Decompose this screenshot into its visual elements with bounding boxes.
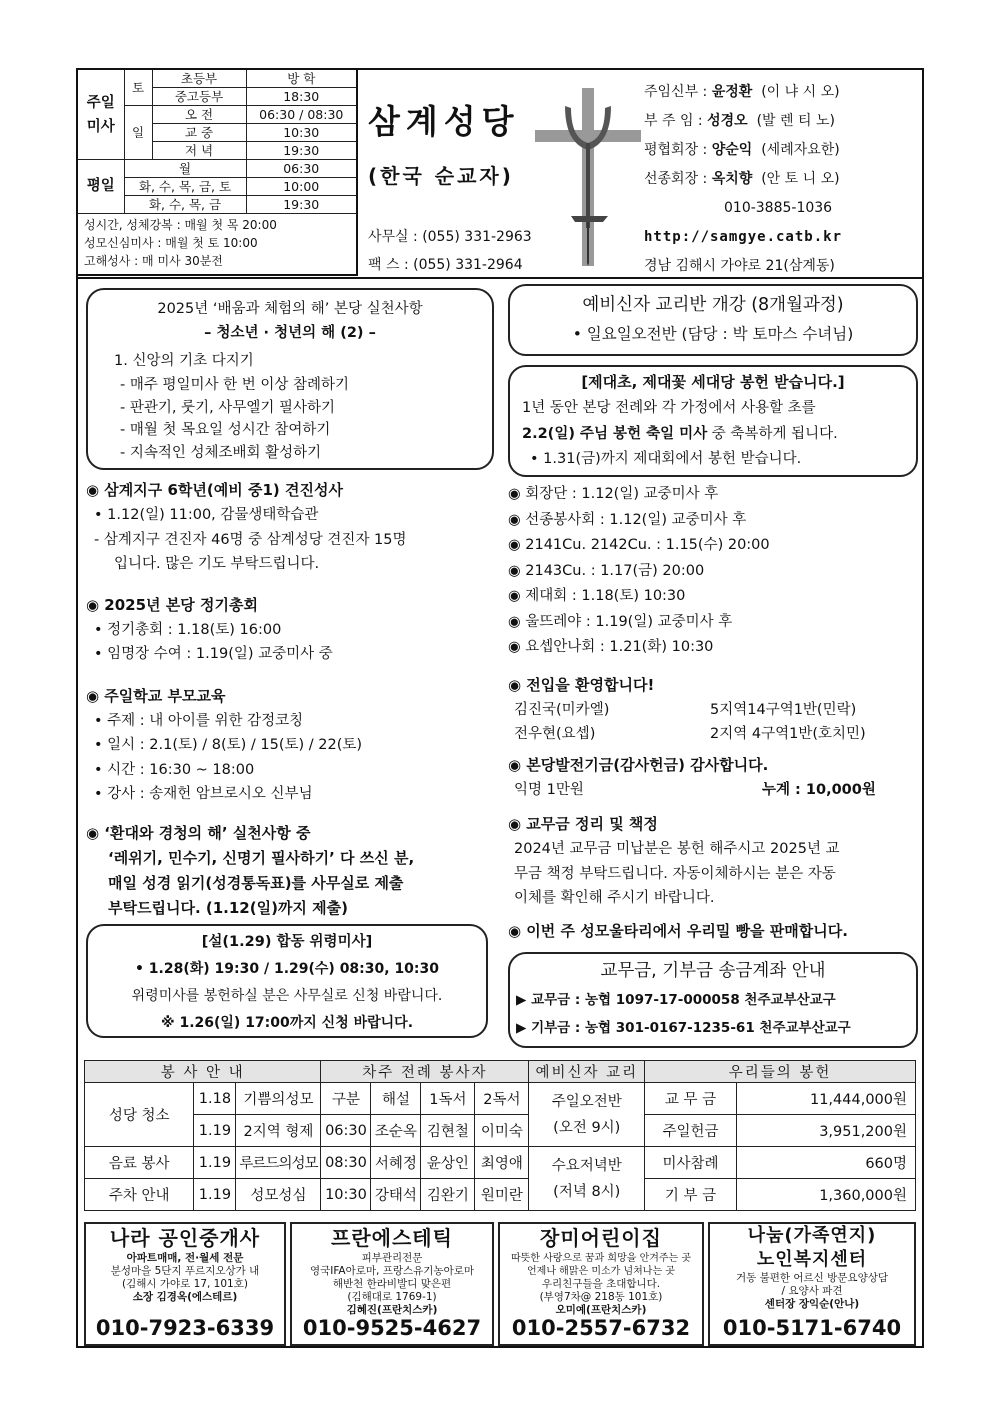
ad-name: 프란에스테틱 (331, 1226, 453, 1250)
meeting-item: ◉ 요셉안나회 : 1.21(화) 10:30 (508, 639, 714, 655)
ad-line: 분성마을 5단지 푸르지오상가 내 (110, 1265, 260, 1277)
bible-copy-line: ‘레위기, 민수기, 신명기 필사하기’ 다 쓰신 분, (108, 848, 415, 867)
ad-line: (부영7차@ 218동 101호) (539, 1291, 663, 1303)
class-time: (저녁 8시) (553, 1183, 621, 1200)
contact-phone: 010-3885-1036 (724, 200, 833, 216)
liturgy-cell: 최영애 (475, 1147, 529, 1179)
parent-education-item: • 주제 : 내 아이를 위한 감정코칭 (94, 712, 304, 729)
general-meeting-line: • 정기총회 : 1.18(토) 16:00 (94, 621, 282, 638)
account-box (508, 952, 918, 1048)
note: 고해성사 : 매 미사 30분전 (84, 254, 223, 268)
parent-education-title: ◉ 주일학교 부모교육 (86, 686, 226, 705)
sunday-mass-label: 주일 미사 (78, 70, 124, 160)
staff-name: 윤정환 (711, 84, 753, 100)
header-offering: 우리들의 봉헌 (645, 1061, 916, 1083)
confirmation-line: 입니다. 많은 기도 부탁드립니다. (114, 556, 320, 572)
staff-row: 부 주 임 : 성경오 (발 렌 티 노) (644, 113, 835, 129)
practice-box (86, 288, 494, 470)
liturgy-cell: 08:30 (321, 1147, 371, 1179)
class-time: (오전 9시) (553, 1119, 621, 1136)
ad-phone: 010-9525-4627 (302, 1316, 482, 1340)
parent-education-item: • 강사 : 송재헌 암브로시오 신부님 (94, 786, 313, 802)
tithe-line: 이체를 확인해 주시기 바랍니다. (514, 890, 715, 906)
offer-value: 11,444,000원 (736, 1083, 915, 1115)
mass-name: 오 전 (152, 106, 246, 124)
offer-value: 1,360,000원 (736, 1179, 915, 1211)
header-divider (78, 277, 922, 279)
practice-subtitle: – 청소년 · 청년의 해 (2) – (204, 325, 376, 341)
mass-time: 06:30 (246, 160, 356, 178)
mass-time: 10:30 (246, 124, 356, 142)
meeting-item: ◉ 2141Cu. 2142Cu. : 1.15(수) 20:00 (508, 537, 770, 553)
account-donation: ▶ 기부금 : 농협 301-0167-1235-61 천주교부산교구 (516, 1020, 851, 1036)
mass-time: 19:30 (246, 142, 356, 160)
memorial-line: ※ 1.26(일) 17:00까지 신청 바랍니다. (160, 1015, 414, 1031)
website-link[interactable]: http://samgye.catb.kr (644, 229, 843, 245)
bible-copy-line: 매일 성경 읽기(성경통독표)를 사무실로 제출 (108, 873, 404, 892)
service-table (84, 1060, 916, 1211)
practice-title: 2025년 ‘배움과 체험의 해’ 본당 실천사항 (157, 301, 423, 317)
ad-name: 나눔(가족연지) 노인복지센터 (747, 1225, 877, 1270)
liturgy-cell: 10:30 (321, 1179, 371, 1211)
staff-baptism: (안 토 니 오) (761, 171, 840, 187)
candle-offering-box (508, 365, 918, 477)
ad-welfare-center (708, 1222, 916, 1346)
staff-role: 평협회장 (644, 142, 699, 158)
weekday-mass-label: 평일 (78, 160, 124, 214)
church-address: 경남 김해시 가야로 21(삼계동) (644, 258, 835, 274)
candle-line3: • 1.31(금)까지 제대회에서 봉헌 받습니다. (530, 451, 802, 467)
mass-name: 월 (124, 160, 246, 178)
sunday-label: 일 (124, 106, 152, 160)
liturgy-head: 2독서 (475, 1083, 529, 1115)
general-meeting-line: • 임명장 수여 : 1.19(일) 교중미사 중 (94, 646, 333, 662)
service-who: 2지역 형제 (236, 1115, 321, 1147)
header-liturgy: 차주 전례 봉사자 (321, 1061, 529, 1083)
mass-time: 19:30 (246, 196, 356, 214)
mass-name: 교 중 (152, 124, 246, 142)
ad-line: 해반천 한라비발디 맞은편 (332, 1278, 452, 1290)
catechumen-title-duration: (8개월과정) (751, 295, 844, 315)
catechumen-title-main: 예비신자 교리반 개강 (582, 295, 746, 315)
ad-phone: 010-2557-6732 (511, 1316, 691, 1340)
meeting-item: ◉ 2143Cu. : 1.17(금) 20:00 (508, 562, 705, 579)
liturgy-cell: 강태석 (371, 1179, 421, 1211)
mass-notes (84, 216, 356, 270)
welcome-area: 5지역14구역1반(민락) (710, 701, 857, 718)
practice-item: - 판관기, 룻기, 사무엘기 필사하기 (120, 399, 335, 416)
staff-name: 옥치향 (711, 171, 753, 187)
mass-time: 10:00 (246, 178, 356, 196)
mass-time: 방 학 (246, 70, 356, 88)
liturgy-cell: 이미숙 (475, 1115, 529, 1147)
ad-realestate (84, 1222, 286, 1346)
ad-line: 오미예(프란치스카) (555, 1304, 647, 1316)
right-column (508, 482, 922, 944)
church-patron: (한국 순교자) (368, 164, 514, 188)
liturgy-head: 구분 (321, 1083, 371, 1115)
tithe-line: 무금 책정 부탁드립니다. 자동이체하시는 분은 자동 (514, 865, 836, 882)
service-label: 음료 봉사 (85, 1147, 194, 1179)
cross-sword-logo (533, 88, 643, 268)
practice-list (88, 374, 492, 464)
class-cell (529, 1083, 645, 1147)
bread-sale: ◉ 이번 주 성모울타리에서 우리밀 빵을 판매합니다. (508, 921, 848, 940)
fax-number: 팩 스 : (055) 331-2964 (368, 257, 523, 273)
left-column (86, 478, 496, 921)
fund-row (508, 778, 922, 803)
meeting-item: ◉ 제대회 : 1.18(토) 10:30 (508, 588, 686, 604)
liturgy-cell: 김완기 (421, 1179, 475, 1211)
staff-role: 선종회장 (644, 171, 699, 187)
staff-name: 양순익 (711, 142, 753, 158)
meeting-item: ◉ 선종봉사회 : 1.12(일) 교중미사 후 (508, 511, 747, 528)
header-service: 봉 사 안 내 (85, 1061, 321, 1083)
tithe-line: 2024년 교무금 미납분은 봉헌 해주시고 2025년 교 (514, 841, 840, 857)
confirmation-line: • 1.12(일) 11:00, 감물생태학습관 (94, 507, 319, 523)
mass-name: 저 녁 (152, 142, 246, 160)
liturgy-cell: 조순옥 (371, 1115, 421, 1147)
ad-line: 영국IFA아로마, 프랑스유기농아로마 (309, 1265, 475, 1277)
mass-time: 06:30 / 08:30 (246, 106, 356, 124)
service-date: 1.19 (194, 1115, 236, 1147)
memorial-title: [설(1.29) 합동 위령미사] (201, 934, 373, 950)
welcome-row (508, 722, 922, 747)
ad-name: 나라 공인중개사 (109, 1226, 261, 1250)
ad-line: 언제나 해맑은 미소가 넘쳐나는 곳 (527, 1266, 675, 1277)
service-who: 기쁨의성모 (236, 1083, 321, 1115)
liturgy-cell: 06:30 (321, 1115, 371, 1147)
practice-heading: 1. 신앙의 기초 다지기 (114, 353, 254, 369)
welcome-name: 전우현(요셉) (514, 726, 596, 742)
catechumen-class: • 일요일오전반 (담당 : 박 토마스 수녀님) (572, 325, 854, 343)
welcome-row (508, 698, 922, 723)
ad-name: 장미어린이집 (540, 1226, 662, 1250)
general-meeting-title: ◉ 2025년 본당 정기총회 (86, 595, 258, 614)
ad-line: 피부관리전문 (361, 1252, 423, 1264)
practice-item: - 매주 평일미사 한 번 이상 참례하기 (120, 377, 349, 393)
service-label: 주차 안내 (85, 1179, 194, 1211)
memorial-line: 위령미사를 봉헌하실 분은 사무실로 신청 바랍니다. (131, 988, 443, 1004)
account-title: 교무금, 기부금 송금계좌 안내 (600, 961, 826, 981)
ad-line: 거동 불편한 어르신 방문요양상담 (735, 1272, 888, 1284)
class-name: 주일오전반 (551, 1093, 622, 1110)
practice-item: - 매월 첫 목요일 성시간 참여하기 (120, 422, 331, 438)
account-tithe: ▶ 교무금 : 농협 1097-17-000058 천주교부산교구 (516, 992, 836, 1008)
mass-name: 화, 수, 목, 금, 토 (124, 178, 246, 196)
note: 성모신심미사 : 매월 첫 토 10:00 (84, 236, 258, 250)
liturgy-cell: 김현철 (421, 1115, 475, 1147)
mass-name: 화, 수, 목, 금 (124, 196, 246, 214)
offer-label: 기 부 금 (645, 1179, 737, 1211)
mass-schedule (78, 70, 358, 276)
ad-esthetic (290, 1222, 494, 1346)
ad-kindergarten (498, 1222, 704, 1346)
offer-value: 660명 (736, 1147, 915, 1179)
bulletin-page (76, 68, 924, 1348)
service-date: 1.19 (194, 1179, 236, 1211)
tithe-title: ◉ 교무금 정리 및 책정 (508, 815, 658, 833)
candle-mass: 2.2(일) 주님 봉헌 축일 미사 (522, 426, 708, 442)
parent-education-item: • 일시 : 2.1(토) / 8(토) / 15(토) / 22(토) (94, 737, 363, 753)
welcome-name: 김진국(미카엘) (514, 701, 610, 718)
mass-name: 초등부 (152, 70, 246, 88)
staff-row: 선종회장 : 옥치향 (안 토 니 오) (644, 171, 840, 187)
candle-title: [제대초, 제대꽃 세대당 봉헌 받습니다.] (581, 373, 845, 391)
class-name: 수요저녁반 (551, 1157, 622, 1174)
bible-copy-line: ◉ ‘환대와 경청의 해’ 실천사항 중 (86, 823, 311, 842)
service-label: 성당 청소 (85, 1083, 194, 1147)
staff-baptism: (발 렌 티 노) (756, 113, 835, 129)
note: 성시간, 성체강복 : 매월 첫 목 20:00 (84, 218, 277, 232)
ad-line: 아파트매매, 전·월세 전문 (126, 1252, 244, 1264)
ad-line: 김혜진(프란치스카) (346, 1304, 438, 1316)
staff-role: 부 주 임 (644, 113, 694, 129)
service-date: 1.19 (194, 1147, 236, 1179)
practice-item: - 지속적인 성체조배회 활성하기 (120, 444, 322, 461)
service-who: 루르드의성모 (236, 1147, 321, 1179)
header-catechumen: 예비신자 교리 (529, 1061, 645, 1083)
ad-line: (김해대로 1769-1) (347, 1291, 437, 1303)
service-who: 성모성심 (236, 1179, 321, 1211)
service-date: 1.18 (194, 1083, 236, 1115)
candle-blessing: 중 축복하게 됩니다. (707, 426, 838, 442)
memorial-mass-box (86, 924, 488, 1038)
ad-phone: 010-7923-6339 (95, 1316, 275, 1340)
liturgy-head: 1독서 (421, 1083, 475, 1115)
offer-label: 미사참례 (645, 1147, 737, 1179)
mass-time: 18:30 (246, 88, 356, 106)
office-phone: 사무실 : (055) 331-2963 (368, 229, 532, 245)
offer-label: 교 무 금 (645, 1083, 737, 1115)
staff-list (644, 78, 924, 281)
staff-row: 주임신부 : 윤정환 (이 냐 시 오) (644, 84, 840, 100)
liturgy-cell: 윤상인 (421, 1147, 475, 1179)
liturgy-cell: 서혜정 (371, 1147, 421, 1179)
ad-line: (김해시 가야로 17, 101호) (122, 1278, 248, 1290)
staff-name: 성경오 (707, 113, 748, 129)
fund-total: 누계 : 10,000원 (762, 781, 876, 798)
ad-line: 따뜻한 사랑으로 꿈과 희망을 안겨주는 곳 (510, 1253, 692, 1264)
memorial-line: • 1.28(화) 19:30 / 1.29(수) 08:30, 10:30 (134, 961, 440, 977)
welcome-area: 2지역 4구역1반(호치민) (710, 726, 866, 742)
bible-copy-line: 부탁드립니다. (1.12(일)까지 제출) (108, 898, 348, 917)
welcome-title: ◉ 전입을 환영합니다! (508, 675, 655, 694)
church-name: 삼계성당 (368, 102, 520, 141)
meeting-item: ◉ 회장단 : 1.12(일) 교중미사 후 (508, 486, 719, 502)
offer-value: 3,951,200원 (736, 1115, 915, 1147)
candle-line1: 1년 동안 본당 전례와 각 가정에서 사용할 초를 (522, 400, 816, 416)
candle-line2 (510, 421, 916, 447)
offer-label: 주일헌금 (645, 1115, 737, 1147)
staff-role: 주임신부 (644, 84, 699, 100)
parent-education-item: • 시간 : 16:30 ~ 18:00 (94, 761, 255, 778)
saturday-label: 토 (124, 70, 152, 106)
catechumen-box (508, 284, 918, 356)
staff-row: 평협회장 : 양순익 (세례자요한) (644, 142, 840, 158)
fund-gift: 익명 1만원 (514, 781, 584, 798)
liturgy-head: 해설 (371, 1083, 421, 1115)
ad-line: 센터장 장익순(안나) (764, 1298, 860, 1310)
ad-line: / 요양사 파견 (781, 1285, 843, 1297)
mass-name: 중고등부 (152, 88, 246, 106)
confirmation-line: - 삼계지구 견진자 46명 중 삼계성당 견진자 15명 (94, 531, 407, 548)
ad-line: 소장 김경옥(에스테르) (132, 1291, 238, 1303)
meeting-item: ◉ 울뜨레야 : 1.19(일) 교중미사 후 (508, 613, 733, 630)
fund-title: ◉ 본당발전기금(감사헌금) 감사합니다. (508, 755, 769, 774)
catechumen-title (510, 290, 916, 320)
ad-phone: 010-5171-6740 (722, 1316, 902, 1340)
staff-baptism: (세례자요한) (761, 142, 840, 158)
ad-line: 우리친구들을 초대합니다. (541, 1278, 661, 1290)
staff-baptism: (이 냐 시 오) (761, 84, 840, 100)
class-cell (529, 1147, 645, 1211)
confirmation-title: ◉ 삼계지구 6학년(예비 중1) 견진성사 (86, 481, 343, 499)
liturgy-cell: 원미란 (475, 1179, 529, 1211)
